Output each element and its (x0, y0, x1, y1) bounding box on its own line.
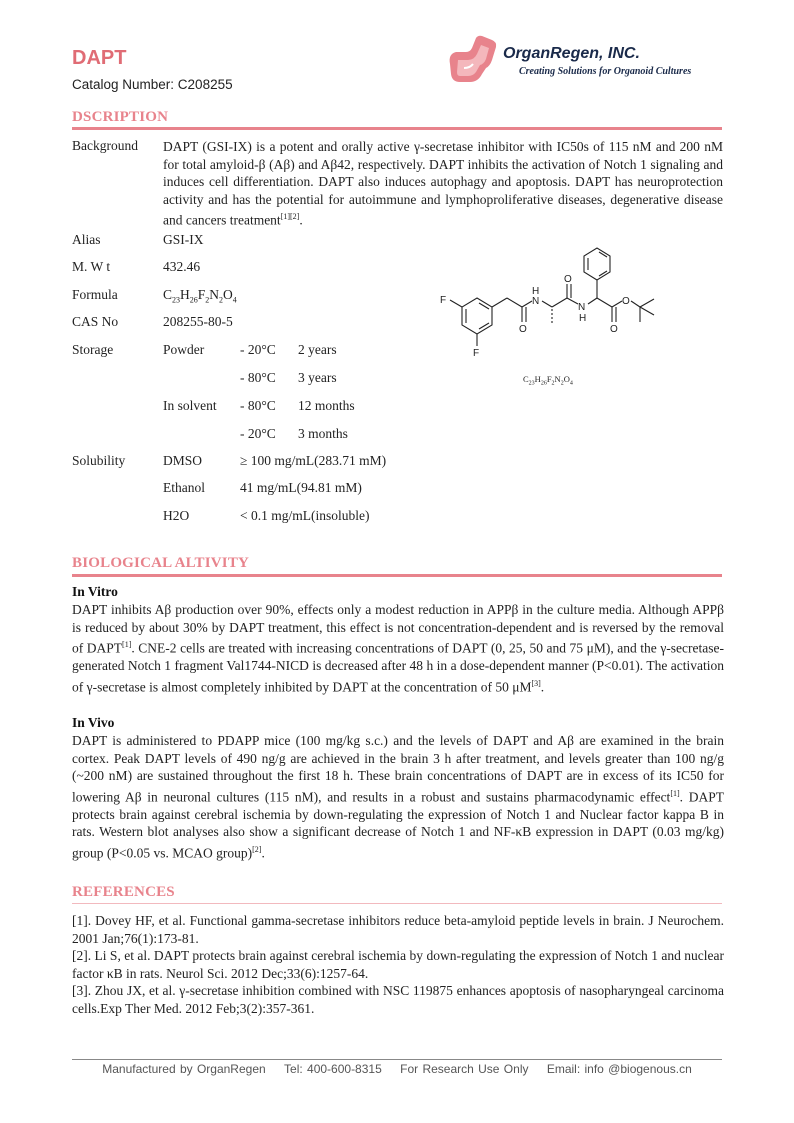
in-vivo-text: DAPT is administered to PDAPP mice (100 mg/kg s.c.) and the levels of DAPT and Aβ are examined in the brain cortex. Peak DAPT levels of 490 ng/g are achieved in the brain 3 h after treatment, and levels greater than 100 ng/g (~200 nM) are sustained throughout the first 18 h. These brain concentrations of DAPT are in excess of its IC50 for lowering Aβ in neuronal cultures (115 nM), and results in a robust and sustains pharmacodynamic effect[1]. DAPT protects brain against cerebral ischemia by down-regulating the expression of Notch 1 and Nuclear factor kappa B in rats. Western blot analyses also show a significant decrease of Notch 1 and NF-κB expression in DAPT (0.03 mg/kg) group (P<0.05 vs. MCAO group)[2]. (72, 733, 724, 860)
solubility-value: 41 mg/mL(94.81 mM) (240, 480, 362, 495)
background-text: DAPT (GSI-IX) is a potent and orally active γ-secretase inhibitor with IC50s of 115 nM and 200 nM for total amyloid-β (Aβ) and Aβ42, respectively. DAPT inhibits the activation of Notch 1 signaling and induces cell differentiation. DAPT also induces autophagy and apoptosis. DAPT has neuroprotection activity and has the potential for autoimmune and lymphoproliferative diseases, degenerative disease and cancers treatment[1][2]. (163, 139, 723, 228)
catalog-number: Catalog Number: C208255 (72, 77, 233, 92)
formula-value: $C_{23}H_{26}F_2N_2O_4$ (163, 287, 237, 305)
description-title: DSCRIPTION (72, 109, 169, 125)
storage-label: Storage (72, 342, 114, 357)
reference-item: [2]. Li S, et al. DAPT protects brain against cerebral ischemia by down-regulating the expression of Notch 1 and nuclear factor κB in rats. Neurol Sci. 2012 Dec;33(6):1257-64. (72, 948, 724, 981)
brand-name: OrganRegen, INC. (503, 45, 640, 62)
atom-label: O (519, 324, 527, 335)
bio-activity-title: BIOLOGICAL ALTIVITY (72, 555, 250, 571)
footer-use: For Research Use Only (400, 1062, 529, 1076)
organregen-logo-icon (446, 34, 500, 86)
atom-label: N (532, 296, 540, 307)
solubility-solvent: DMSO (163, 453, 203, 468)
storage-temp: - 20°C (240, 426, 276, 441)
storage-temp: - 80°C (240, 398, 276, 413)
description-rule (72, 127, 722, 130)
atom-label: N (578, 302, 586, 313)
atom-label: F (473, 348, 480, 359)
atom-label: F (440, 295, 447, 306)
reference-item: [3]. Zhou JX, et al. γ-secretase inhibition combined with NSC 119875 enhances apoptosis of nasopharyngeal carcinoma cells.Exp Ther Med. 2012 Feb;3(2):357-361. (72, 983, 724, 1016)
storage-form: In solvent (163, 398, 217, 413)
storage-temp: - 20°C (240, 342, 276, 357)
cas-value: 208255-80-5 (163, 314, 233, 329)
product-title: DAPT (72, 47, 127, 69)
atom-label: H (579, 313, 587, 324)
footer-tel: Tel: 400-600-8315 (284, 1062, 382, 1076)
background-label: Background (72, 138, 138, 153)
storage-form: Powder (163, 342, 205, 357)
atom-label: O (622, 296, 630, 307)
reference-item: [1]. Dovey HF, et al. Functional gamma-secretase inhibitors reduce beta-amyloid peptide levels in brain. J Neurochem. 2001 Jan;76(1):173-81. (72, 913, 724, 946)
atom-label: O (564, 274, 572, 285)
brand-tagline: Creating Solutions for Organoid Cultures (519, 66, 692, 77)
alias-value: GSI-IX (163, 232, 204, 247)
formula-label: Formula (72, 287, 118, 302)
chemical-structure (432, 246, 672, 366)
bio-activity-rule (72, 574, 722, 577)
solubility-solvent: Ethanol (163, 480, 205, 495)
solubility-value: ≥ 100 mg/mL(283.71 mM) (240, 453, 387, 468)
in-vivo-title: In Vivo (72, 715, 115, 730)
atom-label: H (532, 286, 540, 297)
solubility-solvent: H2O (163, 508, 190, 523)
footer-email: Email: info @biogenous.cn (546, 1062, 692, 1076)
storage-duration: 3 years (298, 370, 337, 385)
solubility-value: < 0.1 mg/mL(insoluble) (240, 508, 370, 523)
structure-formula: $C_{23}H_{26}F_2N_2O_4$ (523, 374, 573, 387)
storage-duration: 3 months (298, 426, 348, 441)
cas-label: CAS No (72, 314, 119, 329)
references-title: REFERENCES (72, 884, 175, 900)
storage-duration: 12 months (298, 398, 355, 413)
footer-rule (72, 1059, 722, 1060)
in-vitro-title: In Vitro (72, 584, 118, 599)
alias-label: Alias (72, 232, 101, 247)
mw-label: M. W t (72, 259, 111, 274)
in-vitro-text: DAPT inhibits Aβ production over 90%, effects only a modest reduction in APPβ in the culture media. Although APPβ is reduced by about 30% by DAPT treatment, this effect is not concentration-dependent and is reversed by the removal of DAPT[1]. CNE-2 cells are treated with increasing concentrations of DAPT (0, 25, 50 and 75 μM), and the γ-secretase-generated Notch 1 fragment Val1744-NICD is decreased after 48 h in a dose-dependent manner (P<0.01). The activation of γ-secretase is almost completely inhibited by DAPT at the concentration of 50 μM[3]. (72, 602, 724, 694)
solubility-label: Solubility (72, 453, 126, 468)
storage-temp: - 80°C (240, 370, 276, 385)
atom-label: O (610, 324, 618, 335)
references-rule (72, 903, 722, 904)
mw-value: 432.46 (163, 259, 201, 274)
storage-duration: 2 years (298, 342, 337, 357)
footer-manufacturer: Manufactured by OrganRegen (102, 1062, 266, 1076)
footer (72, 1062, 722, 1076)
